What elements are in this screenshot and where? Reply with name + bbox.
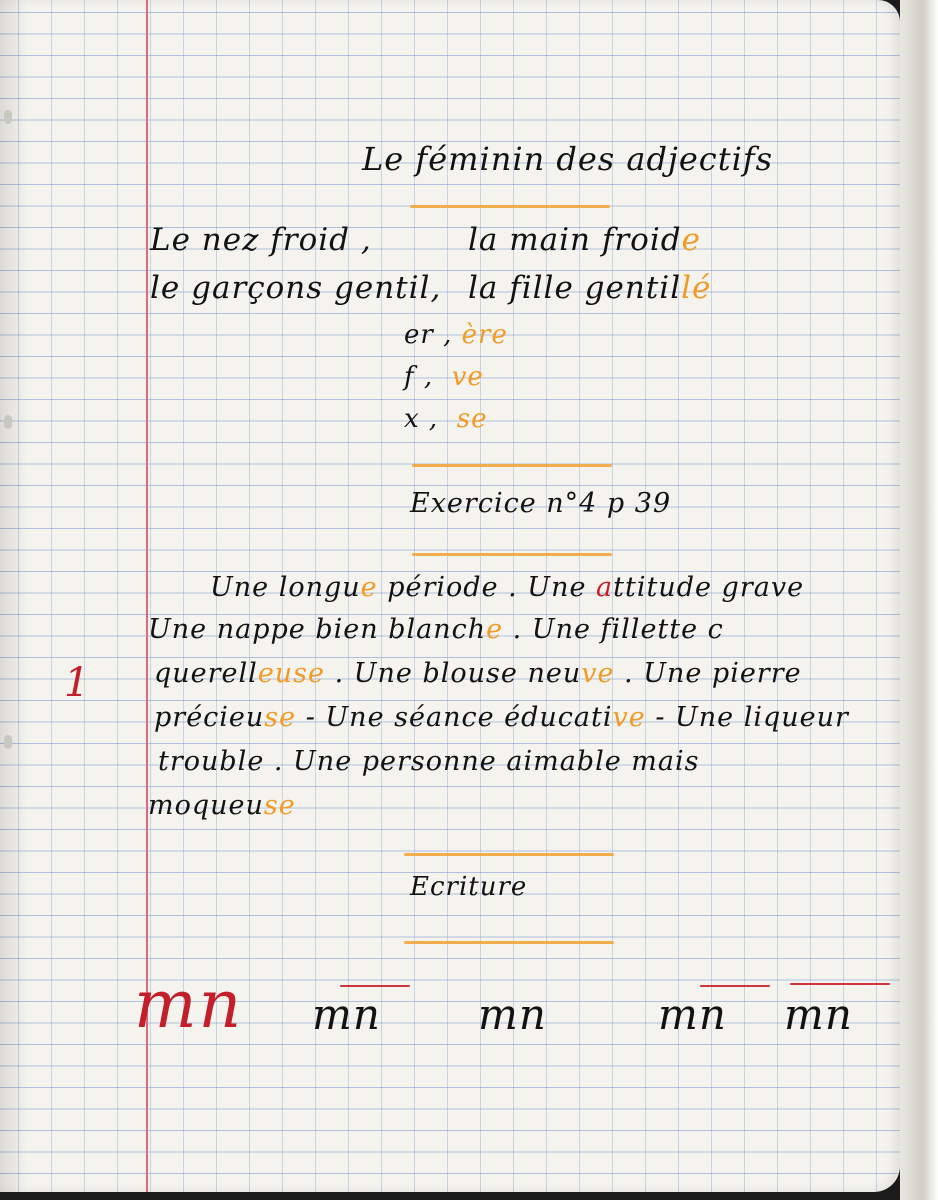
lesson-title: Le féminin des adjectifs (362, 140, 774, 178)
word-segment: Une nappe bien blanch (148, 614, 487, 645)
exercise-line (154, 658, 802, 689)
word-segment: . Une pierre (614, 658, 802, 689)
example-right-1-ending: e (681, 222, 701, 258)
writing-mark (790, 983, 890, 985)
word-segment: querell (154, 658, 258, 689)
rule-1-feminine: ère (461, 320, 508, 350)
rule-3-feminine: se (456, 404, 488, 434)
correction-segment: ve (581, 658, 615, 689)
exercise-title: Exercice n°4 p 39 (410, 488, 672, 519)
writing-mark (340, 985, 410, 987)
correction-segment: se (264, 702, 297, 733)
exercise-line (154, 702, 849, 733)
example-left-2: le garçons gentil, (150, 270, 442, 306)
example-right-2-stem: la fille gentil (468, 270, 682, 306)
word-segment: période . Une (377, 572, 597, 603)
writing-sample-mn: mn (478, 990, 547, 1039)
writing-title: Ecriture (410, 872, 528, 902)
word-segment: trouble . Une personne aimable mais (158, 746, 700, 777)
example-right-1-stem: la main froid (468, 222, 682, 258)
writing-sample-mn: mn (658, 990, 727, 1039)
correction-segment: euse (257, 658, 326, 689)
rule-2 (404, 362, 484, 392)
example-right-2-ending: lé (681, 270, 712, 306)
rule-2-feminine: ve (451, 362, 484, 392)
word-segment: ttitude grave (613, 572, 805, 603)
correction-segment: ve (612, 702, 646, 733)
rule-2-ending: f , (404, 362, 434, 392)
correction-segment: e (360, 572, 378, 603)
writing-mark (700, 985, 770, 987)
rule-1 (404, 320, 508, 350)
binding-hole (4, 415, 12, 429)
exercise-line (148, 614, 724, 645)
writing-model-mn: mn (134, 966, 244, 1043)
writing-sample-mn: mn (784, 990, 853, 1039)
example-right-1 (468, 222, 701, 258)
word-segment: Une longu (210, 572, 361, 603)
margin-mark: 1 (64, 660, 91, 706)
correction-segment: e (486, 614, 504, 645)
word-segment: moqueu (148, 790, 264, 821)
rule-1-ending: er , (404, 320, 453, 350)
binding-hole (4, 110, 12, 124)
rule-3 (404, 404, 487, 434)
word-segment: . Une fillette c (503, 614, 724, 645)
rules-underline (412, 464, 612, 467)
page-edge (900, 0, 938, 1200)
writing-sample-mn: mn (312, 990, 381, 1039)
word-segment: - Une liqueur (645, 702, 849, 733)
word-segment: précieu (154, 702, 265, 733)
word-segment: . Une blouse neu (325, 658, 582, 689)
exercise-line (158, 746, 699, 777)
correction-segment: a (596, 572, 614, 603)
exercise-underline (412, 553, 612, 556)
exercise-line (148, 790, 296, 821)
binding-hole (4, 735, 12, 749)
title-underline (410, 205, 610, 208)
exercise-line (210, 572, 804, 603)
example-left-1: Le nez froid , (150, 222, 372, 258)
rule-3-ending: x , (404, 404, 439, 434)
writing-top-rule (404, 853, 614, 856)
writing-bottom-rule (404, 941, 614, 944)
example-right-2 (468, 270, 711, 306)
correction-segment: se (263, 790, 296, 821)
word-segment: - Une séance éducati (296, 702, 613, 733)
